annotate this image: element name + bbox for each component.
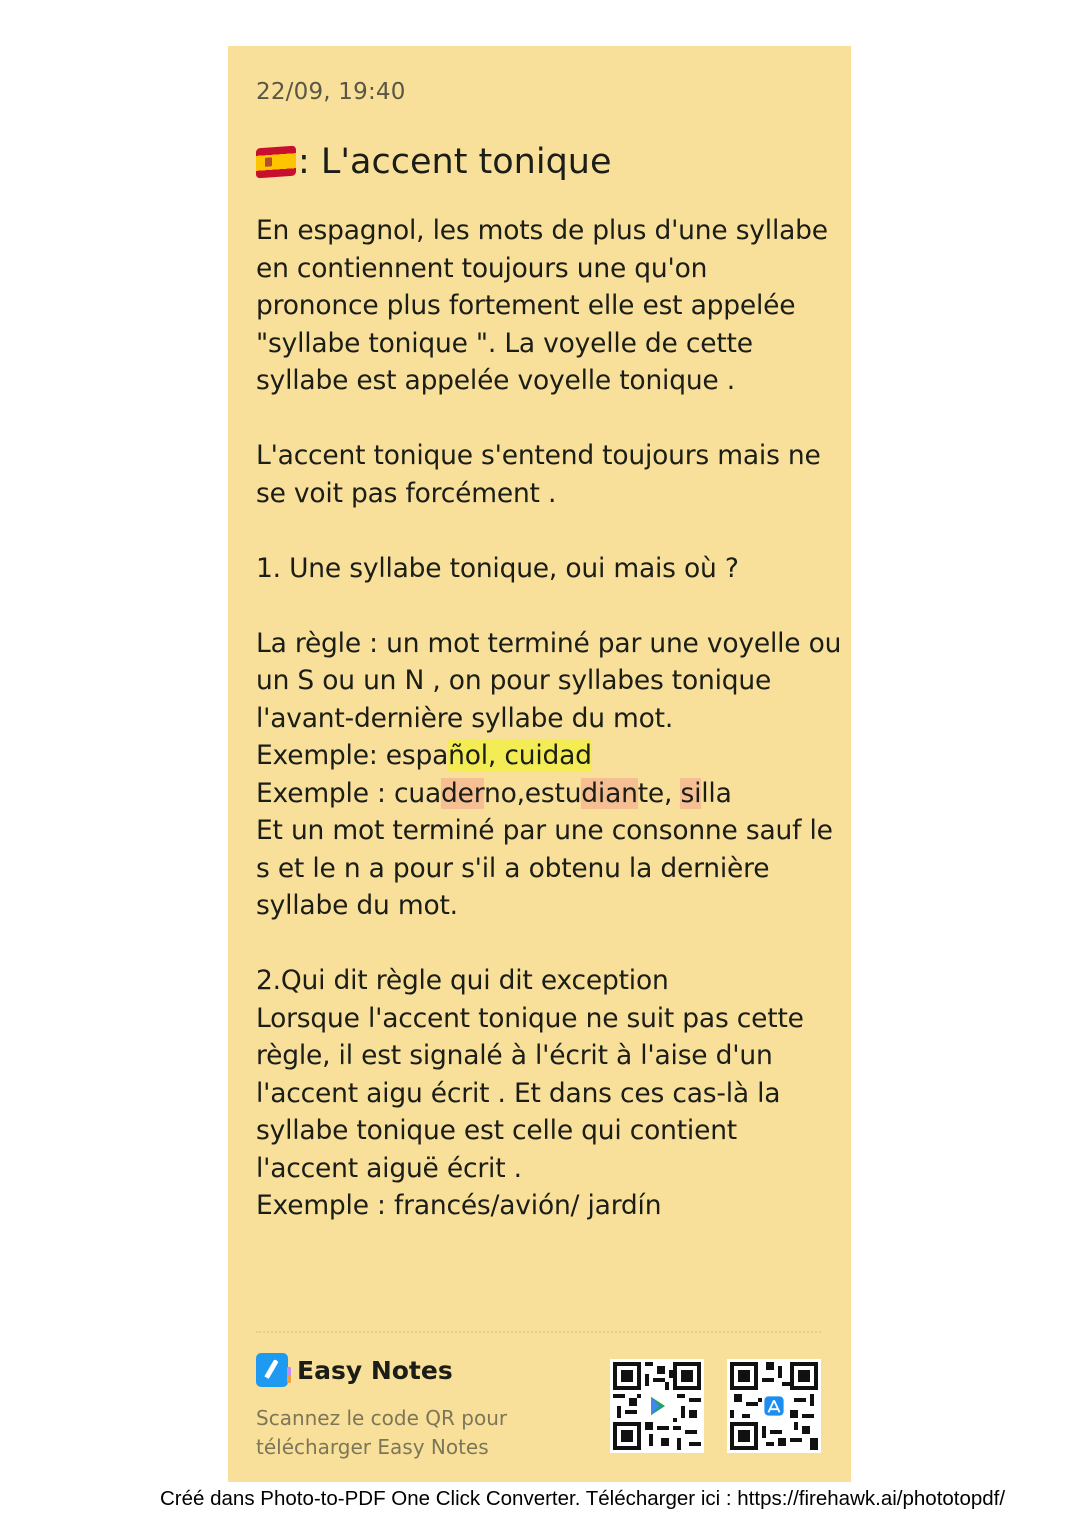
text-segment: 1. Une syllabe tonique, oui mais où ? [256, 552, 739, 584]
note-line [256, 437, 836, 475]
note-line [256, 250, 836, 288]
text-segment: Lorsque l'accent tonique ne suit pas cette [256, 1002, 804, 1034]
app-store-icon [764, 1396, 783, 1415]
text-segment: s et le n a pour s'il a obtenu la dernière [256, 852, 770, 884]
easy-notes-app-icon [256, 1353, 288, 1387]
text-segment: Exemple: espa [256, 740, 449, 771]
note-line [256, 850, 836, 888]
note-line [256, 775, 836, 813]
note-timestamp: 22/09, 19:40 [256, 79, 406, 105]
text-segment: l'accent aiguë écrit . [256, 1152, 522, 1184]
scan-line-2: télécharger Easy Notes [256, 1435, 489, 1459]
note-line [256, 475, 836, 513]
note-line [256, 812, 836, 850]
text-segment: Et un mot terminé par une consonne sauf le [256, 815, 833, 846]
note-card [228, 46, 851, 1482]
text-segment: en contiennent toujours une qu'on [256, 252, 708, 284]
highlighted-text: ñol, [448, 740, 497, 771]
footer-divider [256, 1331, 821, 1333]
text-segment: La règle : un mot terminé par une voyelle ou [256, 627, 842, 659]
highlighted-text: der [441, 777, 484, 809]
text-segment: syllabe du mot. [256, 890, 458, 921]
highlighted-text: cuidad [496, 740, 592, 771]
highlighted-text: si [680, 777, 702, 809]
spain-flag-icon [256, 146, 296, 179]
text-segment: L'accent tonique s'entend toujours mais ne [256, 440, 821, 471]
note-line [256, 1150, 836, 1188]
text-segment: l'accent aigu écrit . Et dans ces cas-là la [256, 1077, 781, 1109]
text-segment: syllabe est appelée voyelle tonique . [256, 365, 735, 396]
note-line [256, 362, 836, 400]
highlighted-text: dian [581, 777, 638, 809]
text-segment: En espagnol, les mots de plus d'une syllabe [256, 215, 828, 246]
qr-pattern [613, 1362, 701, 1450]
text-segment: 2.Qui dit règle qui dit exception [256, 965, 669, 996]
text-segment: lla [701, 777, 732, 809]
note-title [256, 142, 612, 182]
text-segment: règle, il est signalé à l'écrit à l'aise d'un [256, 1040, 773, 1071]
text-segment: l'avant-dernière syllabe du mot. [256, 702, 674, 734]
text-segment: un S ou un N , on pour syllabes tonique [256, 665, 772, 696]
note-line [256, 1112, 836, 1150]
text-segment: "syllabe tonique ". La voyelle de cette [256, 327, 753, 359]
note-line [256, 925, 836, 963]
note-line [256, 662, 836, 700]
note-line [256, 550, 836, 588]
text-segment: te, [637, 777, 681, 809]
note-body [256, 212, 842, 1225]
text-segment: prononce plus fortement elle est appelée [256, 290, 796, 321]
text-segment: syllabe tonique est celle qui contient [256, 1115, 737, 1146]
note-line [256, 1037, 836, 1075]
text-segment: se voit pas forcément . [256, 477, 557, 509]
note-line [256, 1000, 836, 1038]
pencil-icon [264, 1359, 278, 1379]
brand-name: Easy Notes [297, 1355, 453, 1385]
note-line [256, 625, 842, 663]
note-line [256, 325, 836, 363]
note-line [256, 1187, 836, 1225]
note-line [256, 962, 836, 1000]
note-line [256, 700, 836, 738]
scan-instructions [256, 1404, 507, 1462]
note-line [256, 287, 836, 325]
note-line [256, 887, 836, 925]
note-line [256, 737, 836, 775]
note-line [256, 512, 836, 550]
note-line [256, 400, 836, 438]
app-store-qr-code[interactable] [727, 1359, 821, 1453]
note-line [256, 587, 836, 625]
google-play-qr-code[interactable] [610, 1359, 704, 1453]
note-line [256, 212, 836, 250]
converter-watermark: Créé dans Photo-to-PDF One Click Converter. Télécharger ici : https://firehawk.ai/phototopdf/ [160, 1487, 1006, 1510]
text-segment: no,estu [483, 777, 582, 809]
note-line [256, 1075, 836, 1113]
scan-line-1: Scannez le code QR pour [256, 1406, 508, 1430]
text-segment: Exemple : francés/avión/ jardín [256, 1190, 662, 1221]
text-segment: Exemple : cua [256, 777, 441, 809]
brand [256, 1353, 453, 1387]
note-title-text: : L'accent tonique [298, 142, 612, 182]
qr-pattern [730, 1362, 818, 1450]
